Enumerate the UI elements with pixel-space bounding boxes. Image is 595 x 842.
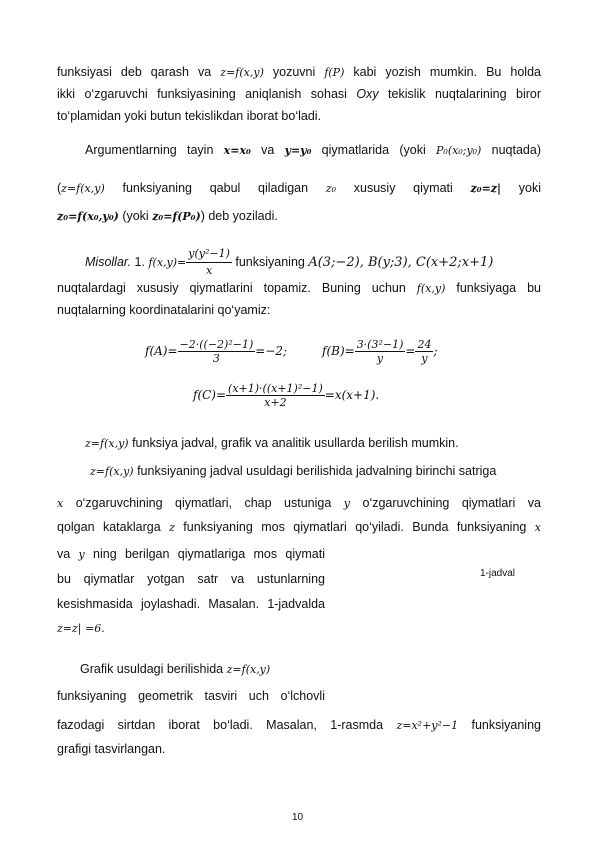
formula-inline: z: [169, 521, 175, 534]
page-number: 10: [291, 812, 304, 823]
numerator: y(y²−1): [186, 246, 232, 263]
text-line: [57, 180, 541, 197]
formula-fb: [322, 338, 438, 365]
formula-inline: z₀=z|: [470, 182, 502, 195]
text: (yoki: [118, 209, 153, 223]
text: yozuvni: [263, 65, 325, 79]
formula-inline: z=f(x,y): [220, 66, 264, 79]
formula-inline: z₀=f(x₀,y₀): [57, 210, 119, 223]
text-line: [57, 108, 541, 124]
text: nuqtalarning koordinatalarini qo‘yamiz:: [57, 303, 271, 317]
text: kabi yozish mumkin. Bu holda: [344, 65, 541, 79]
text: funksiyaning qabul qiladigan: [104, 181, 326, 195]
text: qiymatlarida (yoki: [311, 143, 437, 157]
text: o‘zgaruvchining qiymatlari, chap ustuniga: [63, 496, 344, 510]
text: nuqtalardagi xususiy qiymatlarini topamiz. Buning uchun: [57, 281, 417, 295]
text: funksiyasi deb qarash va: [57, 65, 221, 79]
fraction: [178, 338, 256, 365]
formula-inline: z=f(x,y): [61, 182, 105, 195]
denominator: x+2: [264, 396, 287, 409]
text-italic: Oxy: [356, 87, 379, 101]
text: xususiy qiymati: [336, 181, 471, 195]
formula-inline: z=f(x,y): [90, 465, 134, 478]
formula-inline: A(3;−2), B(y;3), C(x+2;x+1): [308, 254, 494, 270]
formula-inline: x: [534, 521, 541, 534]
text-line: [85, 246, 541, 279]
formula-fa: [145, 338, 287, 365]
formula-inline: z=f(x,y): [226, 663, 271, 676]
text: va: [57, 547, 79, 561]
text: qolgan kataklarga: [57, 520, 170, 534]
numerator: 3·(3²−1): [356, 338, 404, 351]
fraction: [186, 246, 232, 279]
text: grafigi tasvirlangan.: [57, 742, 166, 756]
text: funksiyaning: [235, 254, 309, 269]
text: funksiyaning jadval usuldagi berilishida jadvalning birinchi satriga: [133, 464, 497, 478]
text-line: [57, 280, 541, 297]
formula-inline: f(P): [324, 66, 345, 79]
text: funksiyaning geometrik tasviri uch o‘lchovli: [57, 689, 325, 703]
text: va: [250, 143, 285, 157]
denominator: 3: [212, 352, 220, 365]
text: o‘zgaruvchining qiymatlari va: [350, 496, 541, 510]
text-line: [80, 661, 320, 678]
text-line: [57, 596, 325, 612]
fraction: [415, 338, 433, 365]
text: ikki o‘zgaruvchi funksiyasining aniqlanish sohasi: [57, 87, 357, 101]
text: nuqtada): [481, 143, 541, 157]
formula-inline: z₀: [325, 182, 337, 195]
text-line: [57, 571, 325, 587]
denominator: x: [205, 264, 213, 277]
numerator: −2·((−2)²−1): [179, 338, 254, 351]
formula-part: =x(x+1).: [324, 388, 380, 402]
fraction: [355, 338, 406, 365]
text: bu qiymatlar yotgan satr va ustunlarning: [57, 572, 325, 586]
text: funksiyaning mos qiymatlari qo‘yiladi. Bunda funksiyaning: [174, 520, 535, 534]
formula-inline: z₀=f(P₀): [152, 210, 201, 223]
text: funksiyaning: [458, 718, 541, 732]
text: yoki: [501, 181, 541, 195]
text-line: [57, 519, 541, 536]
formula-inline: z=f(x,y): [85, 437, 129, 450]
text-line: [57, 208, 541, 225]
text-line: [57, 546, 325, 563]
text: fazodagi sirtdan iborat bo‘ladi. Masalan, 1-rasmda: [57, 718, 397, 732]
text: tekislik nuqtalarining biror: [378, 87, 541, 101]
text-line: [85, 435, 541, 452]
text: funksiyaga bu: [445, 281, 541, 295]
text-line: [57, 86, 541, 102]
text: Argumentlarning tayin: [85, 143, 224, 157]
text-line: [57, 495, 541, 512]
text: ) deb yoziladi.: [200, 209, 278, 223]
text: funksiya jadval, grafik va analitik usullarda berilish mumkin.: [128, 436, 459, 450]
denominator: y: [421, 352, 428, 365]
text-italic: Misollar.: [85, 254, 132, 269]
formula-inline: z=x²+y²−1: [396, 719, 459, 732]
text: ning berilgan qiymatlariga mos qiymati: [84, 547, 325, 561]
text-line: [57, 688, 325, 704]
text: to‘plamidan yoki butun tekislikdan iborat bo‘ladi.: [57, 109, 322, 123]
formula-inline: x=x₀: [223, 144, 251, 157]
formula-inline: P₀(x₀;y₀): [436, 144, 482, 157]
formula-part: f(A)=: [145, 344, 178, 358]
text-line: [90, 463, 541, 480]
text-line: [57, 717, 541, 734]
formula-inline: f(x,y): [416, 282, 446, 295]
text: (: [57, 181, 62, 195]
formula-inline: x: [57, 497, 64, 510]
fraction: [226, 382, 325, 409]
text-line: [57, 302, 541, 318]
formula-inline: y=y₀: [284, 144, 312, 157]
text: 1.: [131, 254, 149, 269]
formula-inline: z=z| =6.: [57, 622, 105, 635]
numerator: 24: [417, 338, 432, 351]
formula-inline: f(x,y)=: [148, 255, 187, 269]
formula-inline: y: [343, 497, 351, 510]
text-line: [57, 620, 325, 637]
formula-part: =−2;: [255, 344, 288, 358]
formula-part: =: [405, 344, 416, 358]
formula-part: ;: [433, 344, 438, 358]
text: Grafik usuldagi berilishida: [80, 662, 227, 676]
denominator: y: [376, 352, 384, 365]
formula-part: f(B)=: [322, 344, 355, 358]
text-line: [57, 64, 541, 81]
formula-fc: [193, 382, 379, 409]
table-caption: 1-jadval: [480, 568, 516, 579]
formula-inline: y: [78, 548, 85, 561]
text: kesishmasida joylashadi. Masalan. 1-jadvalda: [57, 597, 325, 611]
formula-part: f(C)=: [193, 388, 227, 402]
text-line: [57, 741, 541, 757]
numerator: (x+1)·((x+1)²−1): [228, 382, 323, 395]
text-line: [85, 142, 541, 159]
